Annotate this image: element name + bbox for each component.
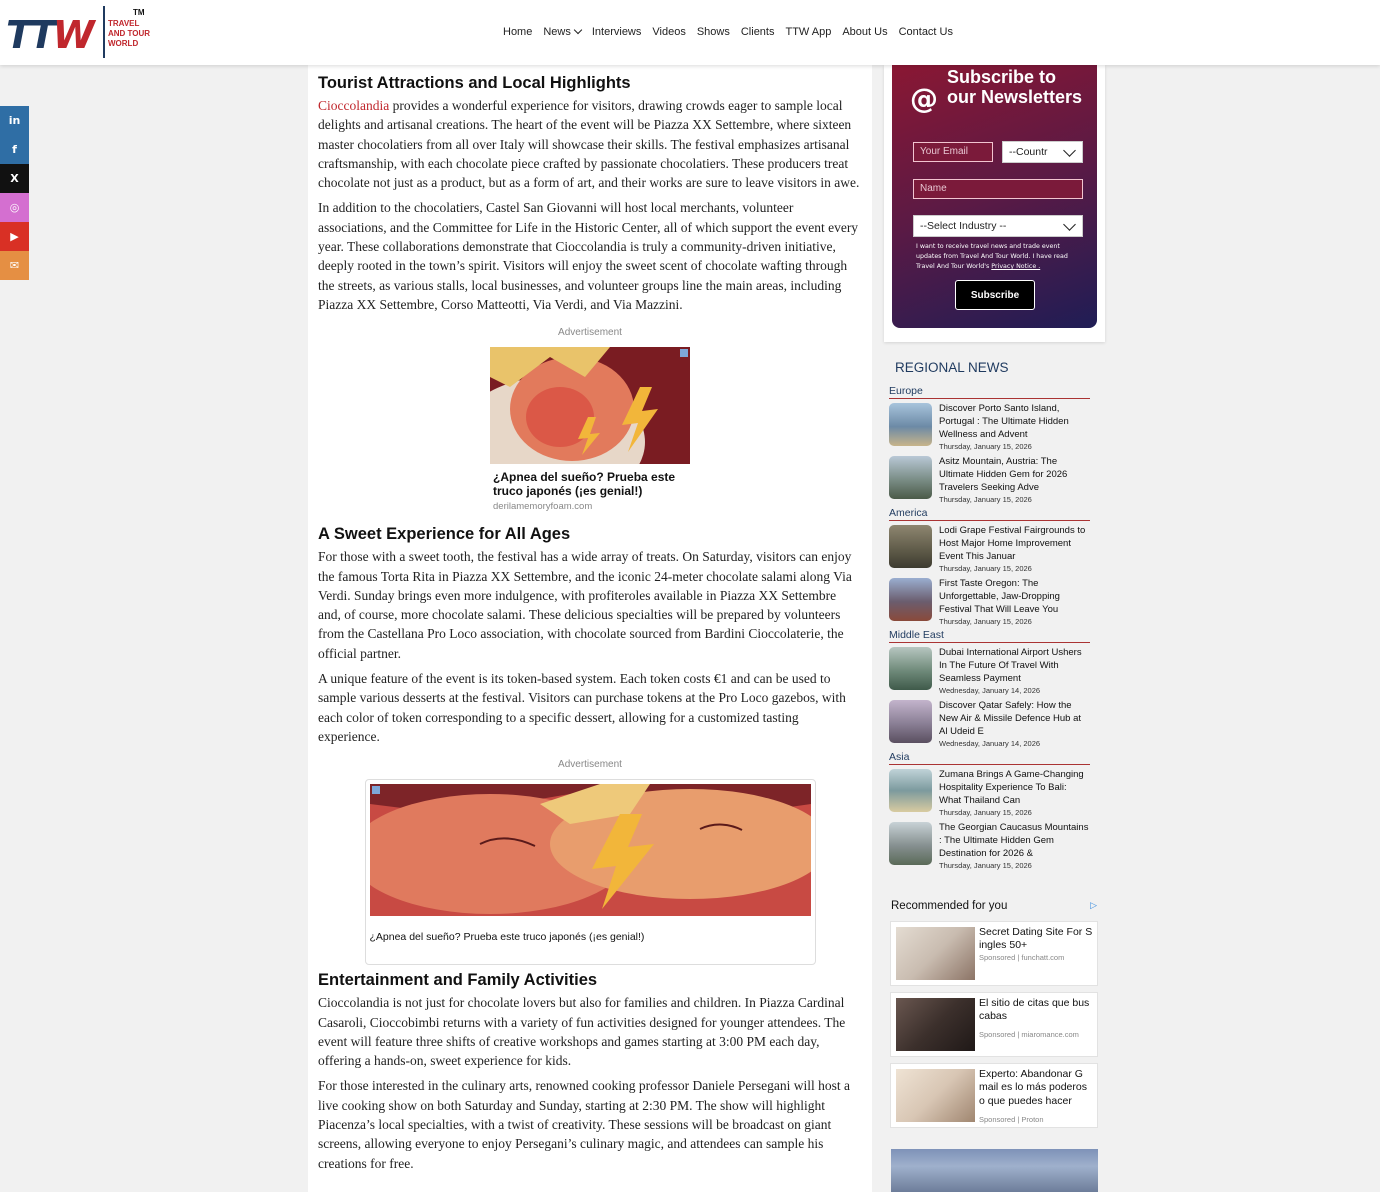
nav-home[interactable]: Home [503, 26, 533, 38]
news-item[interactable] [889, 403, 1090, 452]
recommended-card[interactable] [890, 992, 1098, 1057]
news-item[interactable] [889, 700, 1090, 749]
email-icon[interactable]: ✉ [0, 251, 29, 280]
ad-label: Advertisement [558, 327, 622, 339]
nav-interviews[interactable]: Interviews [591, 26, 642, 38]
nav-shows[interactable]: Shows [696, 26, 730, 38]
social-share-bar [0, 106, 29, 280]
logo-wordmark: TRAVEL AND TOUR WORLD [108, 19, 151, 48]
news-item[interactable] [889, 525, 1090, 574]
news-date: Thursday, January 15, 2026 [939, 442, 1032, 452]
youtube-icon[interactable]: ▶ [0, 222, 29, 251]
news-date: Wednesday, January 14, 2026 [939, 739, 1041, 749]
recommended-image[interactable] [896, 1069, 975, 1122]
subscribe-button[interactable]: Subscribe [955, 280, 1035, 310]
instagram-icon[interactable]: ◎ [0, 193, 29, 222]
sponsored-label: Sponsored | Proton [979, 1115, 1044, 1124]
name-field[interactable]: Name [913, 179, 1083, 199]
ad-image[interactable] [370, 784, 811, 916]
news-headline[interactable]: Dubai International Airport Ushers In The Future Of Travel With Seamless Payment [939, 647, 1082, 684]
news-headline[interactable]: The Georgian Caucasus Mountains : The Ultimate Hidden Gem Destination for 2026 & [939, 822, 1089, 859]
news-item[interactable] [889, 647, 1090, 696]
ad-source: derilamemoryfoam.com [493, 501, 593, 513]
news-headline[interactable]: Lodi Grape Festival Fairgrounds to Host Major Home Improvement Event This Januar [939, 525, 1086, 562]
ad-title[interactable]: ¿Apnea del sueño? Prueba este truco japonés (¡es genial!) [369, 931, 645, 944]
article-paragraph: Cioccolandia is not just for chocolate lovers but also for families and children. In Piazza Cardinal Casaroli, Cioccobimbi returns with a variety of fun activities designed for younger attendees. The event will feature three shifts of creative workshops and games starting at 3:00 PM each day, offering a hands-on, sweet experience for kids. [318, 995, 846, 1069]
email-field[interactable]: Your Email [913, 142, 993, 162]
article-paragraph: For those interested in the culinary arts, renowned cooking professor Daniele Persegani will host a live cooking show on both Saturday and Sunday, starting at 2:30 PM. The show will highlight Piacenza’s local specialties, with a twist of creativity. These sessions will be broadcast on giant screens, allowing everyone to enjoy Persegani’s culinary magic, and attendees can sample his creations for free. [318, 1078, 850, 1171]
country-select[interactable]: --Countr [1002, 141, 1083, 163]
article-paragraph: Cioccolandia provides a wonderful experience for visitors, drawing crowds eager to sample local delights and artisanal creations. The heart of the event will be Piazza XX Settembre, where sixteen master chocolatiers from all over Italy will showcase their skills. The festival emphasizes artisanal craftsmanship, with each chocolate piece crafted by passionate chocolatiers. These producers treat chocolate not just as a product, but as a form of art, and their works are sure to leave visitors in awe. [318, 98, 860, 191]
region-heading-middle-east[interactable]: Middle East [889, 629, 1090, 643]
region-heading-asia[interactable]: Asia [889, 751, 1090, 765]
news-headline[interactable]: Asitz Mountain, Austria: The Ultimate Hidden Gem for 2026 Travelers Seeking Adve [939, 456, 1068, 493]
logo-trademark: TM [133, 8, 145, 17]
recommended-widget [884, 900, 1105, 1128]
chevron-down-icon [574, 26, 582, 34]
regional-news-title: REGIONAL NEWS [895, 360, 1009, 375]
logo-mark: TTW [6, 13, 92, 57]
news-item[interactable] [889, 578, 1090, 627]
news-date: Thursday, January 15, 2026 [939, 808, 1032, 818]
adchoices-icon[interactable]: ▷ [1090, 901, 1097, 911]
newsletter-widget [884, 65, 1105, 342]
privacy-notice-link[interactable]: Privacy Notice . [991, 263, 1041, 270]
recommended-image[interactable] [896, 998, 975, 1051]
section-title: A Sweet Experience for All Ages [318, 525, 571, 544]
news-thumbnail[interactable] [889, 822, 932, 865]
main-nav [503, 26, 964, 38]
advertisement[interactable] [365, 779, 816, 965]
article-paragraph: In addition to the chocolatiers, Castel San Giovanni will host local merchants, volunteer associations, and the Committee for Life in the Historic Center, all of which support the event every year. These collaborations demonstrate that Cioccolandia is truly a community-driven initiative, deeply rooted in the town’s spirit. Visitors will enjoy the sweet scent of chocolate wafting through the streets, as various stalls, local businesses, and volunteer groups line the main areas, including Piazza XX Settembre, Corso Matteotti, Via Verdi, and Via Mazzini. [318, 200, 859, 312]
news-thumbnail[interactable] [889, 769, 932, 812]
recommended-title: Recommended for you [891, 900, 1008, 912]
chevron-down-icon [1063, 144, 1076, 157]
ad-title[interactable]: ¿Apnea del sueño? Prueba este truco japonés (¡es genial!) [493, 470, 676, 499]
recommended-card[interactable] [890, 1063, 1098, 1128]
article-paragraph: A unique feature of the event is its token-based system. Each token costs €1 and can be used to sample various desserts at the festival. Visitors can purchase tokens at the Pro Loco gazebos, with each color of token corresponding to a specific dessert, allowing for a customized tasting experience. [318, 671, 846, 744]
news-thumbnail[interactable] [889, 525, 932, 568]
article-paragraph: For those with a sweet tooth, the festival has a wide array of treats. On Saturday, visitors can enjoy the famous Torta Rita in Piazza XX Settembre, and the iconic 24-meter chocolate salami along Via Verdi. Sunday brings even more indulgence, with profiteroles available in Piazza XX Settembre and, of course, more chocolate salami. These delicious specialties will be prepared by volunteers from the Castellana Pro Loco association, with chocolate sourced from Bardini Cioccolaterie, the official partner. [318, 549, 852, 661]
recommended-image[interactable] [896, 927, 975, 980]
cioccolandia-link[interactable]: Cioccolandia [318, 98, 390, 113]
news-thumbnail[interactable] [889, 403, 932, 446]
ad-image[interactable] [490, 347, 690, 464]
section-title: Entertainment and Family Activities [318, 971, 598, 990]
news-thumbnail[interactable] [889, 578, 932, 621]
news-date: Wednesday, January 14, 2026 [939, 686, 1041, 696]
sponsored-label: Sponsored | funchatt.com [979, 953, 1065, 962]
facebook-icon[interactable]: f [0, 135, 29, 164]
newsletter-title: Subscribe to our Newsletters [947, 67, 1083, 107]
site-logo[interactable] [6, 6, 152, 60]
news-headline[interactable]: First Taste Oregon: The Unforgettable, Jaw-Dropping Festival That Will Leave You [939, 578, 1060, 615]
recommended-headline[interactable]: El sitio de citas que bus cabas [979, 997, 1090, 1023]
nav-news[interactable]: News [543, 26, 581, 38]
nav-ttw-app[interactable]: TTW App [785, 26, 832, 38]
region-heading-europe[interactable]: Europe [889, 385, 1090, 399]
news-item[interactable] [889, 769, 1090, 818]
news-date: Thursday, January 15, 2026 [939, 861, 1032, 871]
section-title: Tourist Attractions and Local Highlights [318, 74, 631, 92]
news-item[interactable] [889, 456, 1090, 505]
linkedin-icon[interactable]: in [0, 106, 29, 135]
recommended-headline[interactable]: Secret Dating Site For S ingles 50+ [979, 926, 1093, 952]
recommended-card[interactable] [890, 921, 1098, 986]
logo-divider [103, 6, 105, 58]
news-date: Thursday, January 15, 2026 [939, 617, 1032, 627]
news-date: Thursday, January 15, 2026 [939, 564, 1032, 574]
news-thumbnail[interactable] [889, 647, 932, 690]
nav-videos[interactable]: Videos [652, 26, 686, 38]
news-item[interactable] [889, 822, 1090, 871]
chevron-down-icon [1063, 218, 1076, 231]
news-headline[interactable]: Discover Porto Santo Island, Portugal : The Ultimate Hidden Wellness and Advent [939, 403, 1069, 440]
news-headline[interactable]: Discover Qatar Safely: How the New Air & Missile Defence Hub at Al Udeid E [939, 700, 1082, 737]
news-headline[interactable]: Zumana Brings A Game-Changing Hospitality Experience To Bali: What Thailand Can [939, 769, 1084, 806]
ad-label: Advertisement [558, 759, 622, 771]
advertisement[interactable] [490, 347, 690, 512]
region-heading-america[interactable]: America [889, 507, 1090, 521]
consent-text: I want to receive travel news and trade event updates from Travel And Tour World. I have read Travel And Tour World's Privacy Notice . [916, 243, 1068, 270]
nav-clients[interactable]: Clients [740, 26, 775, 38]
recommended-headline[interactable]: Experto: Abandonar G mail es lo más poderos o que puedes hacer [979, 1068, 1087, 1107]
news-thumbnail[interactable] [889, 700, 932, 743]
sponsored-label: Sponsored | miaromance.com [979, 1030, 1079, 1039]
site-header [0, 0, 1380, 65]
news-date: Thursday, January 15, 2026 [939, 495, 1032, 505]
x-icon[interactable]: X [0, 164, 29, 193]
regional-news [884, 352, 1105, 871]
nav-contact-us[interactable]: Contact Us [898, 26, 953, 38]
article-body [308, 65, 872, 1192]
at-icon: @ [910, 82, 938, 115]
ad-image[interactable] [891, 1149, 1098, 1192]
nav-about-us[interactable]: About Us [842, 26, 888, 38]
news-thumbnail[interactable] [889, 456, 932, 499]
industry-select[interactable]: --Select Industry -- [913, 215, 1083, 237]
newsletter-form [892, 65, 1097, 328]
